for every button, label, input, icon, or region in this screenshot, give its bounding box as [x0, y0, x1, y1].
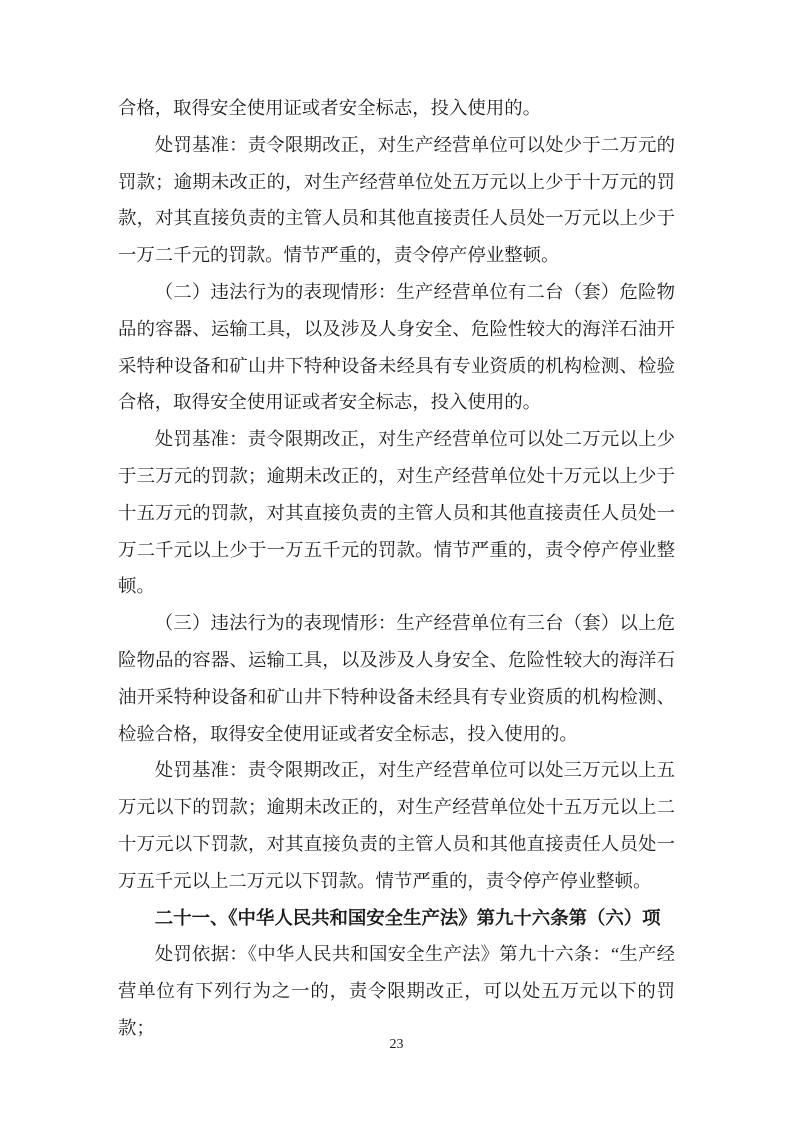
paragraph-violation-case-2: （二）违法行为的表现情形：生产经营单位有二台（套）危险物品的容器、运输工具，以及涉及人身安全、危险性较大的海洋石油开采特种设备和矿山井下特种设备未经具有专业资质的机构检测、检验合格，取得安全使用证或者安全标志，投入使用的。	[118, 281, 675, 413]
paragraph-penalty-standard-2: 处罚基准：责令限期改正，对生产经营单位可以处二万元以上少于三万元的罚款；逾期未改正的，对生产经营单位处十万元以上少于十五万元的罚款，对其直接负责的主管人员和其他直接责任人员处一万二千元以上少于一万五千元的罚款。情节严重的，责令停产停业整顿。	[118, 429, 675, 597]
section-heading-21: 二十一、《中华人民共和国安全生产法》第九十六条第（六）项	[154, 907, 661, 928]
paragraph-continued: 合格，取得安全使用证或者安全标志，投入使用的。	[118, 98, 541, 118]
page-body-text	[118, 90, 675, 1047]
paragraph-penalty-standard-3: 处罚基准：责令限期改正，对生产经营单位可以处三万元以上五万元以下的罚款；逾期未改正的，对生产经营单位处十五万元以上二十万元以下罚款，对其直接负责的主管人员和其他直接责任人员处一万五千元以上二万元以下罚款。情节严重的，责令停产停业整顿。	[118, 760, 675, 891]
paragraph-penalty-basis: 处罚依据：《中华人民共和国安全生产法》第九十六条：“生产经营单位有下列行为之一的，责令限期改正，可以处五万元以下的罚款；	[118, 944, 675, 1038]
paragraph-violation-case-3: （三）违法行为的表现情形：生产经营单位有三台（套）以上危险物品的容器、运输工具，以及涉及人身安全、危险性较大的海洋石油开采特种设备和矿山井下特种设备未经具有专业资质的机构检测、检验合格，取得安全使用证或者安全标志，投入使用的。	[118, 613, 675, 744]
paragraph-penalty-standard-1: 处罚基准：责令限期改正，对生产经营单位可以处少于二万元的罚款；逾期未改正的，对生产经营单位处五万元以上少于十万元的罚款，对其直接负责的主管人员和其他直接责任人员处一万元以上少于一万二千元的罚款。情节严重的，责令停产停业整顿。	[118, 134, 675, 266]
page-number: 23	[389, 1037, 404, 1052]
